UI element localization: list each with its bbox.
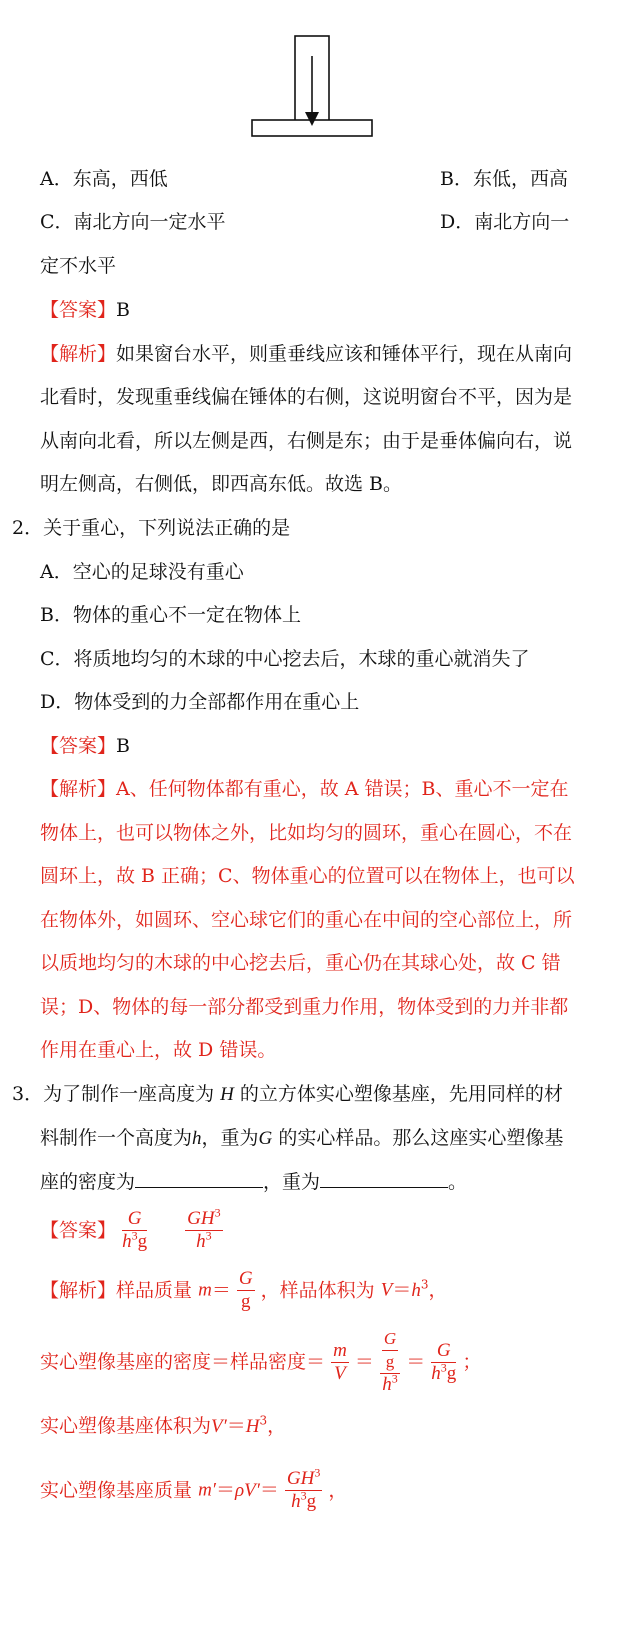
analysis-label: 【解析】 — [40, 343, 117, 365]
density-result-fraction: $\frac{G}{h^3g}$ — [431, 1339, 457, 1384]
q2-analysis-line-5: 以质地均匀的木球的中心挖去后，重心仍在其球心处，故 C 错 — [40, 952, 561, 974]
q1-option-d-cont: 定不水平 — [40, 255, 117, 277]
q1-analysis-line-2: 北看时，发现重垂线偏在锤体的右侧，这说明窗台不平，因为是 — [40, 386, 573, 408]
q3-analysis-density: 实心塑像基座的密度＝样品密度＝ $\frac{m}{V}$ ＝ $\frac{\frac{G}{g}}{h^3}$ ＝ $\frac{G}{h^3g}$ ； — [40, 1329, 482, 1395]
q2-option-b: B．物体的重心不一定在物体上 — [40, 604, 301, 626]
q2-analysis-line-2: 物体上，也可以物体之外，比如均匀的圆环，重心在圆心，不在 — [40, 822, 573, 844]
q1-answer — [40, 298, 130, 322]
q2-analysis-line-3: 圆环上，故 B 正确；C、物体重心的位置可以在物体上，也可以 — [40, 865, 575, 887]
q2-option-c: C．将质地均匀的木球的中心挖去后，木球的重心就消失了 — [40, 648, 530, 670]
answer-value: B — [116, 735, 130, 757]
q1-option-d: D．南北方向一 — [440, 211, 570, 233]
q3-stem-line-3: 座的密度为 ，重为 。 — [40, 1171, 468, 1193]
q2-option-d: D．物体受到的力全部都作用在重心上 — [40, 691, 360, 713]
analysis-text: 如果窗台水平，则重垂线应该和锤体平行，现在从南向 — [116, 343, 573, 365]
answer-label: 【答案】 — [40, 735, 117, 757]
answer-blank-1[interactable] — [135, 1169, 263, 1188]
answer-blank-2[interactable] — [320, 1169, 448, 1188]
q3-analysis-volume: 实心塑像基座体积为$V'=H^3$， — [40, 1413, 287, 1437]
q3-analysis-mass: 实心塑像基座质量 m′＝ρV′＝ $\frac{GH^3}{h^3g}$ ， — [40, 1465, 348, 1512]
q3-stem-line-1: 3．为了制作一座高度为 H 的立方体实心塑像基座，先用同样的材 — [12, 1083, 563, 1105]
q1-analysis-line-3: 从南向北看，所以左侧是西，右侧是东；由于是垂体偏向右，说 — [40, 430, 573, 452]
q2-analysis-line-4: 在物体外，如圆环、空心球它们的重心在中间的空心部位上，所 — [40, 909, 573, 931]
q1-option-b: B．东低，西高 — [440, 168, 568, 190]
mass-fraction: $\frac{G}{g}$ — [238, 1268, 253, 1312]
q1-option-c: C．南北方向一定水平 — [40, 211, 226, 233]
plumb-line-figure — [250, 34, 374, 140]
q1-option-a: A．东高，西低 — [40, 168, 168, 190]
answer-label: 【答案】 — [40, 1219, 117, 1242]
q3-stem-line-2: 料制作一个高度为h，重为G 的实心样品。那么这座实心塑像基 — [40, 1127, 564, 1149]
q3-analysis-line-1: 【解析】样品质量 m＝ $\frac{G}{g}$ ，样品体积为 $V=h^3$， — [40, 1268, 448, 1312]
answer-weight-fraction: $\frac{GH^3}{h^3}$ — [187, 1205, 221, 1252]
answer-label: 【答案】 — [40, 299, 117, 321]
answer-value: B — [116, 299, 130, 321]
q2-answer — [40, 734, 130, 758]
mass-result-fraction: $\frac{GH^3}{h^3g}$ — [286, 1465, 321, 1512]
answer-density-fraction: $\frac{G}{h^3g}$ — [122, 1208, 148, 1252]
q2-option-a: A．空心的足球没有重心 — [40, 561, 244, 583]
q1-analysis-line-1 — [40, 342, 572, 366]
q2-analysis-line-1 — [40, 777, 569, 801]
q2-analysis-line-6: 误；D、物体的每一部分都受到重力作用，物体受到的力并非都 — [40, 996, 569, 1018]
density-m-over-v: $\frac{m}{V}$ — [333, 1339, 347, 1384]
analysis-text: A、任何物体都有重心，故 A 错误；B、重心不一定在 — [116, 778, 569, 800]
q3-answer — [40, 1205, 223, 1253]
q2-analysis-line-7: 作用在重心上，故 D 错误。 — [40, 1039, 277, 1061]
density-nested-fraction: $\frac{\frac{G}{g}}{h^3}$ — [380, 1328, 400, 1396]
analysis-label: 【解析】 — [40, 778, 117, 800]
q2-stem: 2．关于重心，下列说法正确的是 — [12, 517, 291, 539]
q1-analysis-line-4: 明左侧高，右侧低，即西高东低。故选 B。 — [40, 473, 403, 495]
analysis-label: 【解析】 — [40, 1279, 117, 1302]
